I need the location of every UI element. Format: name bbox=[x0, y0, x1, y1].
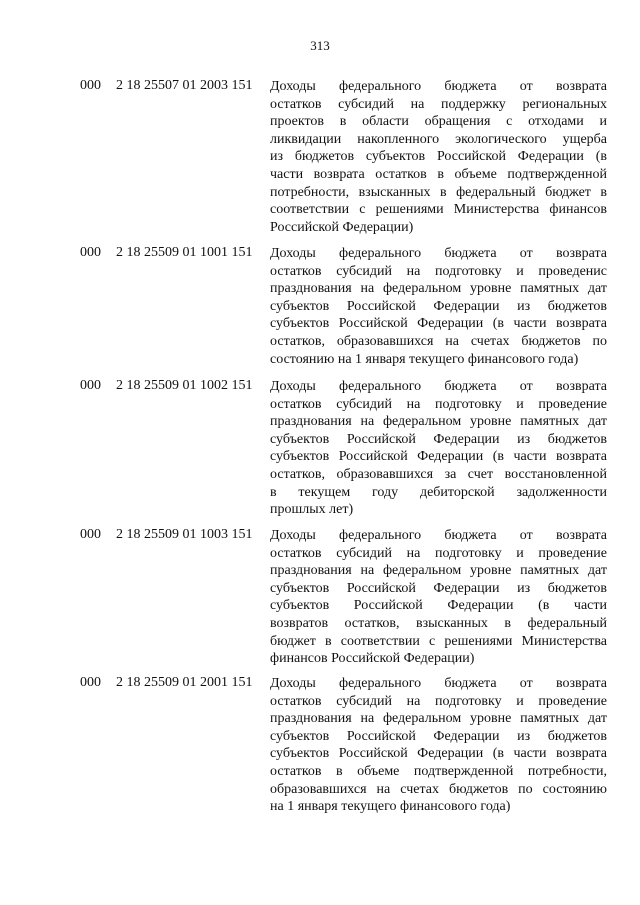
admin-code: 000 bbox=[80, 245, 101, 260]
description-line: из бюджетов субъектов Российской Федерации (в bbox=[270, 149, 607, 165]
description-line: образовавшихся на счетах бюджетов по состоянию bbox=[270, 781, 607, 797]
description-line: ликвидации накопленного экологического ущерба bbox=[270, 131, 607, 147]
budget-classification-code: 2 18 25507 01 2003 151 bbox=[116, 78, 253, 93]
description-line: празднования на федеральном уровне памятных дат bbox=[270, 563, 607, 579]
description-line: субъектов Российской Федерации из бюджетов bbox=[270, 728, 607, 744]
description-line: остатков субсидий на подготовку и проведение bbox=[270, 545, 607, 561]
entry-description bbox=[270, 78, 607, 236]
description-line: возвратов остатков, взысканных в федеральный bbox=[270, 615, 607, 631]
description-line: Доходы федерального бюджета от возврата bbox=[270, 379, 607, 394]
description-line: празднования на федеральном уровне памятных дат bbox=[270, 281, 607, 297]
page-number: 313 bbox=[310, 38, 330, 53]
description-line: празднования на федеральном уровне памятных дат bbox=[270, 711, 607, 727]
budget-classification-code: 2 18 25509 01 1002 151 bbox=[116, 378, 253, 393]
description-line: остатков, образовавшихся на счетах бюджетов по bbox=[270, 333, 607, 349]
description-line: состоянию на 1 января текущего финансового года) bbox=[270, 351, 579, 367]
description-line: субъектов Российской Федерации (в части возврата bbox=[270, 746, 607, 762]
budget-classification-code: 2 18 25509 01 1001 151 bbox=[116, 245, 253, 260]
entry-description bbox=[270, 527, 607, 668]
description-line: остатков субсидий на поддержку региональных bbox=[270, 96, 607, 112]
admin-code: 000 bbox=[80, 78, 101, 93]
description-line: бюджет в соответствии с решениями Министерства bbox=[270, 633, 607, 649]
description-line: остатков субсидий на подготовку и проведенис bbox=[270, 263, 607, 279]
description-line: остатков в объеме подтвержденной потребности, bbox=[270, 763, 607, 779]
description-line: части возврата остатков в объеме подтвержденной bbox=[270, 166, 607, 182]
description-line: субъектов Российской Федерации (в части возврата bbox=[270, 449, 607, 465]
description-line: Доходы федерального бюджета от возврата bbox=[270, 676, 607, 691]
description-line: остатков субсидий на подготовку и проведение bbox=[270, 396, 607, 412]
description-line: финансов Российской Федерации) bbox=[270, 651, 475, 667]
description-line: субъектов Российской Федерации (в части bbox=[270, 598, 607, 614]
admin-code: 000 bbox=[80, 527, 101, 542]
entry-description bbox=[270, 675, 607, 816]
description-line: соответствии с решениями Министерства финансов bbox=[270, 202, 607, 218]
description-line: празднования на федеральном уровне памятных дат bbox=[270, 414, 607, 430]
budget-classification-code: 2 18 25509 01 1003 151 bbox=[116, 527, 253, 542]
description-line: в текущем году дебиторской задолженности bbox=[270, 484, 607, 500]
description-line: Доходы федерального бюджета от возврата bbox=[270, 79, 607, 94]
description-line: субъектов Российской Федерации из бюджетов bbox=[270, 580, 607, 596]
description-line: Доходы федерального бюджета от возврата bbox=[270, 528, 607, 543]
description-line: прошлых лет) bbox=[270, 502, 354, 518]
description-line: остатков, образовавшихся за счет восстановленной bbox=[270, 466, 607, 482]
description-line: субъектов Российской Федерации из бюджетов bbox=[270, 298, 607, 314]
entry-description bbox=[270, 245, 607, 368]
description-line: потребности, взысканных в федеральный бюджет в bbox=[270, 184, 607, 200]
admin-code: 000 bbox=[80, 675, 101, 690]
entry-description bbox=[270, 378, 607, 519]
description-line: субъектов Российской Федерации из бюджетов bbox=[270, 431, 607, 447]
description-line: остатков субсидий на подготовку и проведение bbox=[270, 693, 607, 709]
description-line: Доходы федерального бюджета от возврата bbox=[270, 246, 607, 261]
description-line: субъектов Российской Федерации (в части возврата bbox=[270, 316, 607, 332]
admin-code: 000 bbox=[80, 378, 101, 393]
description-line: на 1 января текущего финансового года) bbox=[270, 799, 511, 815]
budget-classification-code: 2 18 25509 01 2001 151 bbox=[116, 675, 253, 690]
description-line: Российской Федерации) bbox=[270, 219, 414, 235]
description-line: проектов в области обращения с отходами и bbox=[270, 114, 607, 130]
